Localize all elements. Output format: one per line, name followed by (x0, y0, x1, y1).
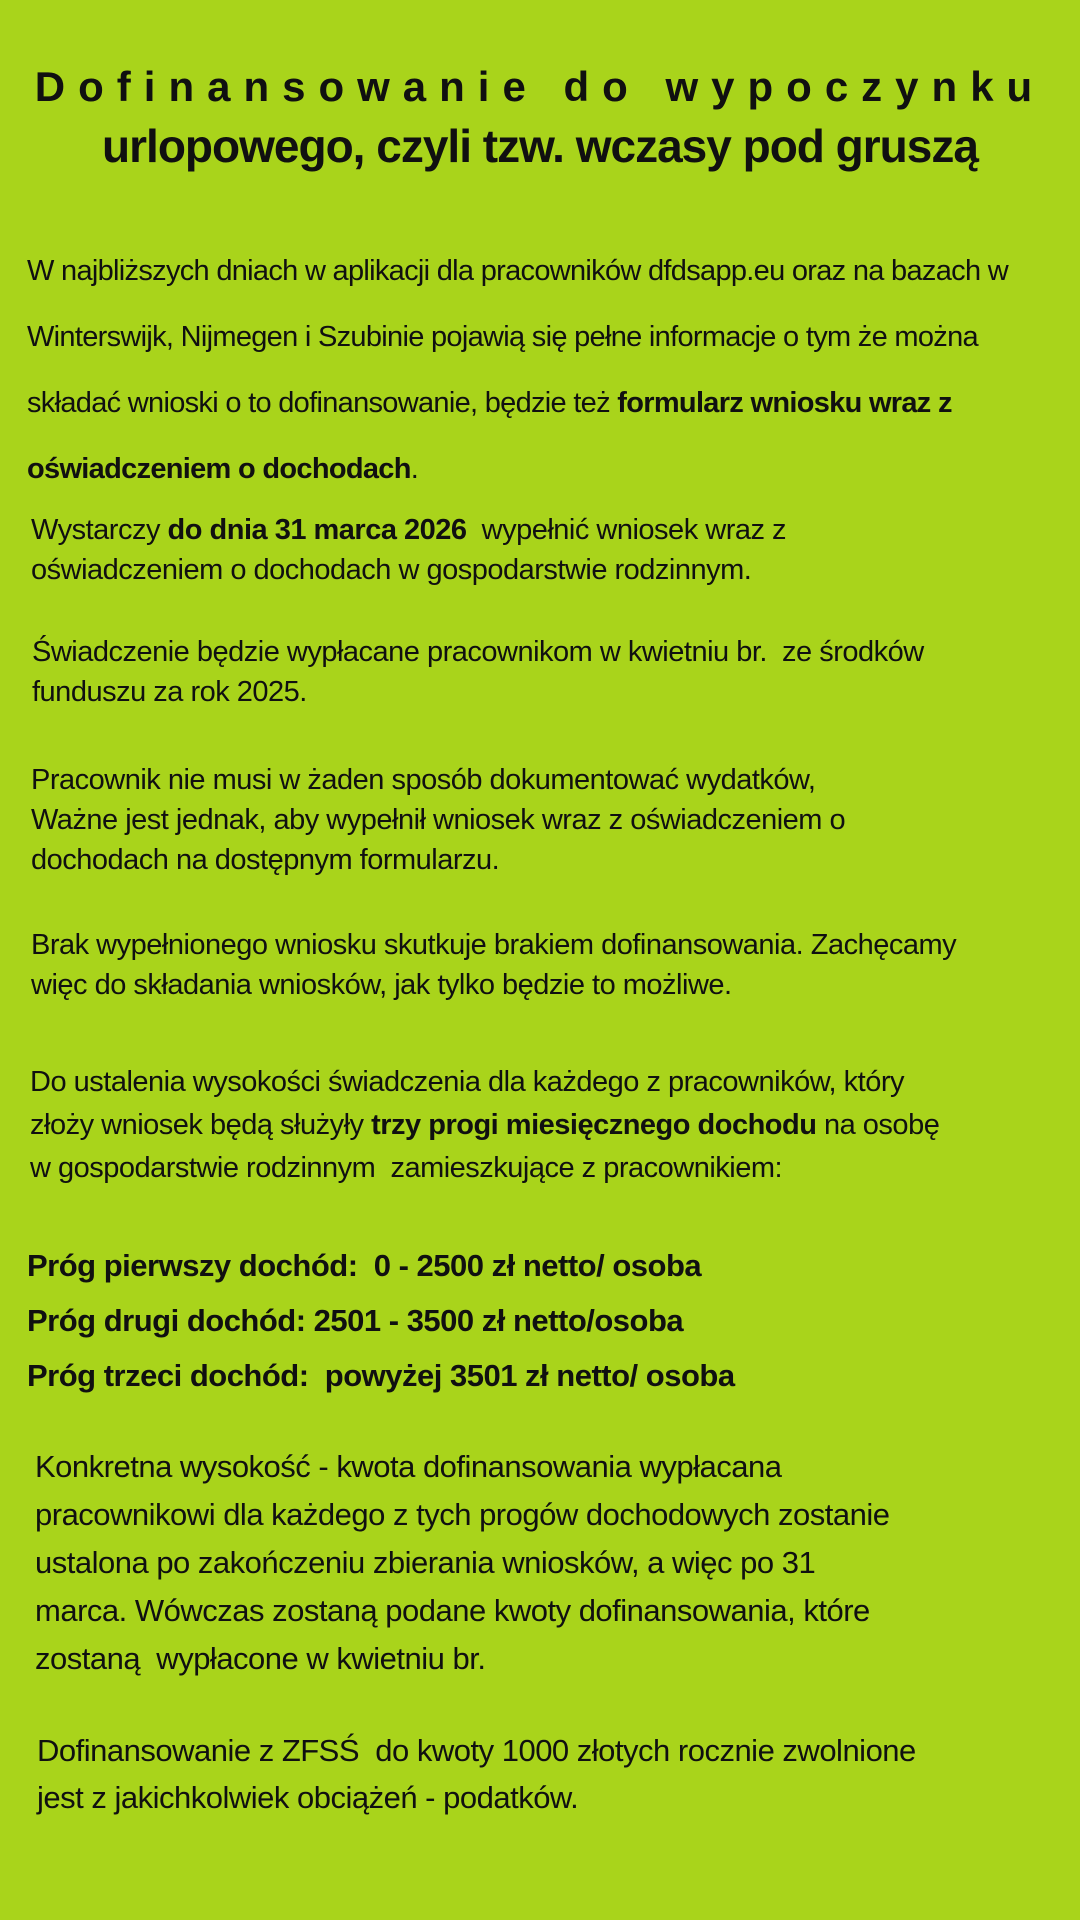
deadline-date-text: do dnia 31 marca 2026 (167, 514, 467, 546)
title-line-2: urlopowego, czyli tzw. wczasy pod gruszą (102, 120, 978, 172)
thresholds-intro-bold-text: trzy progi miesięcznego dochodu (371, 1109, 817, 1141)
paragraph-payout: Świadczenie będzie wypłacane pracownikom w kwietniu br. ze środków funduszu za rok 2025. (32, 636, 932, 708)
threshold-third: Próg trzeci dochód: powyżej 3501 zł netto/ osoba (27, 1358, 735, 1393)
paragraph-deadline (31, 510, 911, 590)
paragraph-thresholds-intro (30, 1061, 965, 1190)
thresholds-intro-lead-text: Do ustalenia wysokości świadczenia dla każdego z pracowników, który złoży wniosek będą służyły (30, 1066, 912, 1141)
paragraph-missing-form: Brak wypełnionego wniosku skutkuje brakiem dofinansowania. Zachęcamy więc do składania wniosków, jak tylko będzie to możliwe. (31, 929, 964, 1001)
intro-lead-text: W najbliższych dniach w aplikacji dla pracowników dfdsapp.eu oraz na bazach w Winterswijk, Nijmegen i Szubinie pojawią się pełne informacje o tym że można składać wnioski o to dofinansowanie, będzie też (27, 255, 1016, 419)
title-line-1: Dofinansowanie do wypoczynku (34, 63, 1046, 110)
threshold-first: Próg pierwszy dochód: 0 - 2500 zł netto/ osoba (27, 1248, 702, 1283)
intro-bold-text: formularz wniosku wraz z oświadczeniem o dochodach (27, 387, 960, 485)
paragraph-tax-exemption: Dofinansowanie z ZFSŚ do kwoty 1000 złotych rocznie zwolnione jest z jakichkolwiek obciążeń - podatków. (37, 1733, 924, 1815)
paragraph-amounts: Konkretna wysokość - kwota dofinansowania wypłacana pracownikowi dla każdego z tych progów dochodowych zostanie ustalona po zakończeniu zbierania wniosków, a więc po 31 marca. Wówczas zostaną podane kwoty dofinansowania, które zostaną wypłacone w kwietniu br. (35, 1449, 898, 1676)
threshold-second: Próg drugi dochód: 2501 - 3500 zł netto/osoba (27, 1303, 684, 1338)
thresholds-intro-tail-text: na osobę w gospodarstwie rodzinnym zamieszkujące z pracownikiem: (30, 1109, 947, 1184)
page-title (0, 62, 1080, 174)
deadline-tail-text: wypełnić wniosek wraz z oświadczeniem o dochodach w gospodarstwie rodzinnym. (31, 514, 794, 586)
income-thresholds-list (27, 1238, 1080, 1403)
intro-tail-text: . (410, 453, 419, 485)
paragraph-documentation: Pracownik nie musi w żaden sposób dokumentować wydatków, Ważne jest jednak, aby wypełnił wniosek wraz z oświadczeniem o dochodach na dostępnym formularzu. (31, 764, 853, 876)
paragraph-intro (27, 238, 1022, 502)
deadline-lead-text: Wystarczy (31, 514, 168, 546)
